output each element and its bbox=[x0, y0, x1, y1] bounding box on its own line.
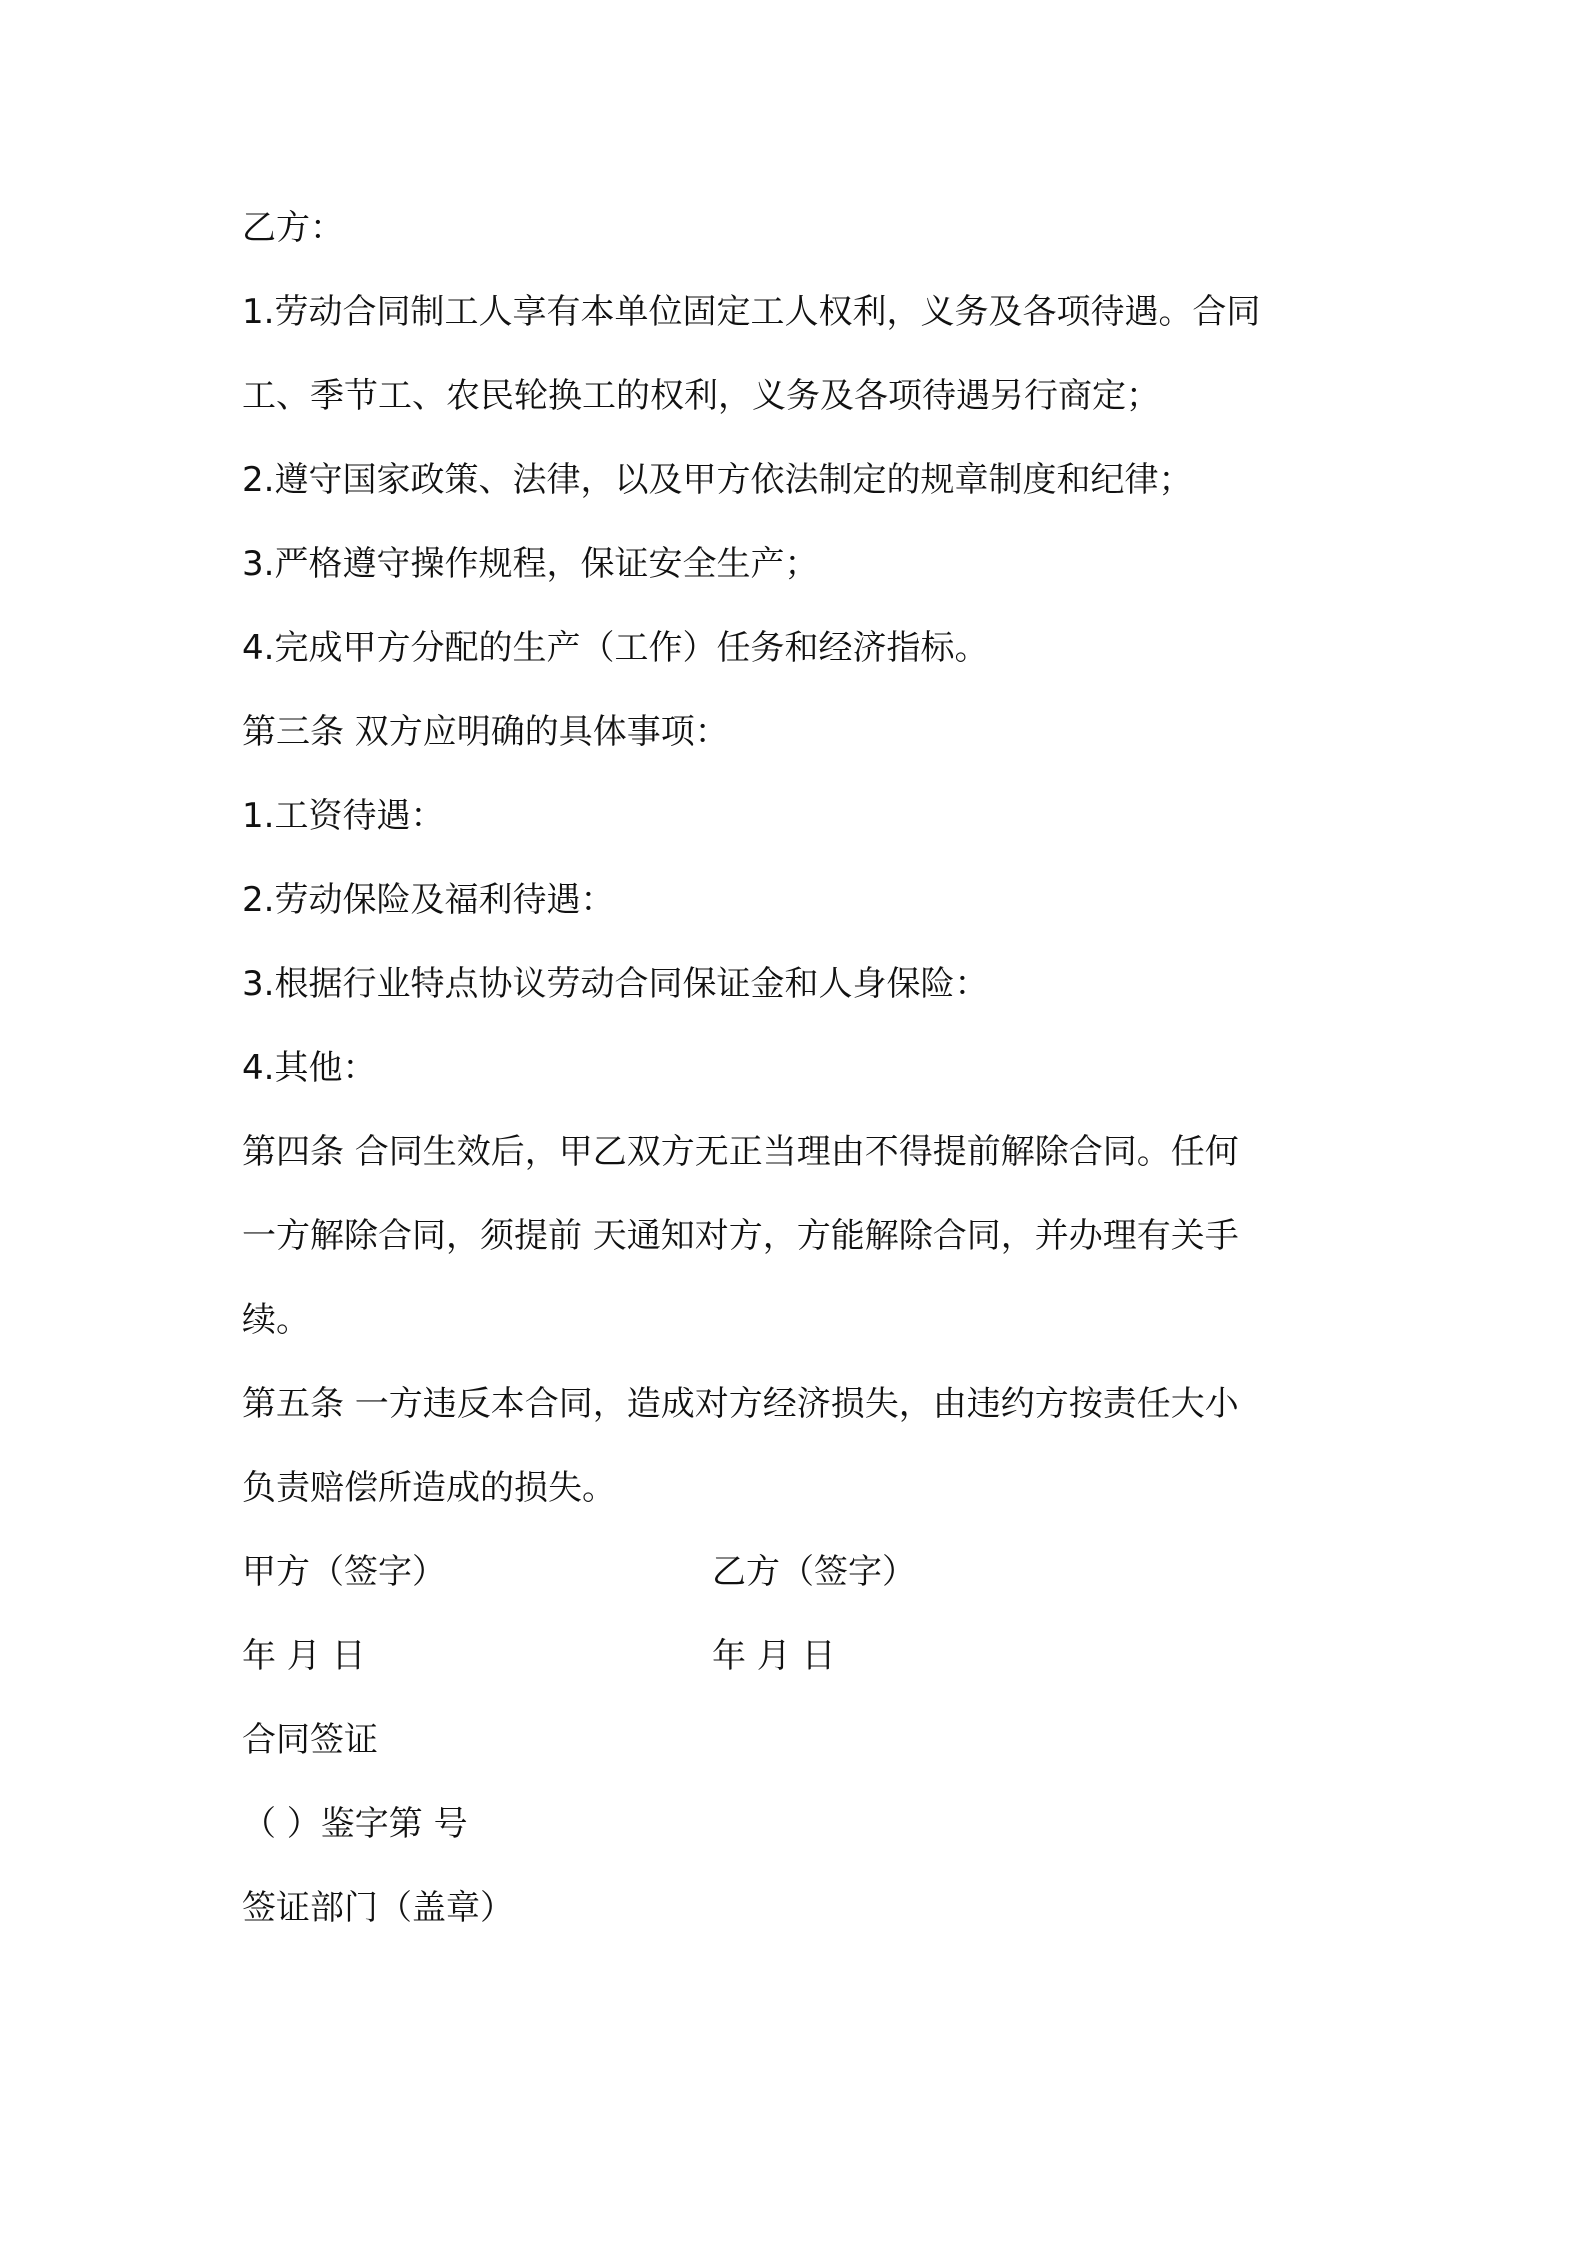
party-a-signature-label: 甲方（签字） bbox=[242, 1552, 446, 1592]
article-five-line: 负责赔偿所造成的损失。 bbox=[242, 1468, 616, 1508]
certification-department: 签证部门（盖章） bbox=[242, 1888, 514, 1928]
clause-line: 4.其他： bbox=[242, 1048, 377, 1088]
clause-line: 3.严格遵守操作规程，保证安全生产； bbox=[242, 544, 819, 584]
clause-line: 1.劳动合同制工人享有本单位固定工人权利，义务及各项待遇。合同 bbox=[242, 292, 1261, 332]
article-four-line: 第四条 合同生效后，甲乙双方无正当理由不得提前解除合同。任何 bbox=[242, 1132, 1239, 1172]
article-three-heading: 第三条 双方应明确的具体事项： bbox=[242, 712, 729, 752]
clause-line: 3.根据行业特点协议劳动合同保证金和人身保险： bbox=[242, 964, 989, 1004]
clause-line: 1.工资待遇： bbox=[242, 796, 445, 836]
clause-line: 2.遵守国家政策、法律，以及甲方依法制定的规章制度和纪律； bbox=[242, 460, 1193, 500]
clause-line: 工、季节工、农民轮换工的权利，义务及各项待遇另行商定； bbox=[242, 376, 1160, 416]
party-b-date: 年 月 日 bbox=[712, 1636, 836, 1676]
clause-line: 2.劳动保险及福利待遇： bbox=[242, 880, 615, 920]
article-five-line: 第五条 一方违反本合同，造成对方经济损失，由违约方按责任大小 bbox=[242, 1384, 1239, 1424]
clause-line: 4.完成甲方分配的生产（工作）任务和经济指标。 bbox=[242, 628, 989, 668]
party-b-heading: 乙方： bbox=[242, 208, 344, 248]
certification-number: （ ）鉴字第 号 bbox=[242, 1804, 468, 1844]
party-a-date: 年 月 日 bbox=[242, 1636, 366, 1676]
article-four-line: 一方解除合同，须提前 天通知对方，方能解除合同，并办理有关手 bbox=[242, 1216, 1239, 1256]
article-four-line: 续。 bbox=[242, 1300, 310, 1340]
certification-title: 合同签证 bbox=[242, 1720, 378, 1760]
party-b-signature-label: 乙方（签字） bbox=[712, 1552, 916, 1592]
